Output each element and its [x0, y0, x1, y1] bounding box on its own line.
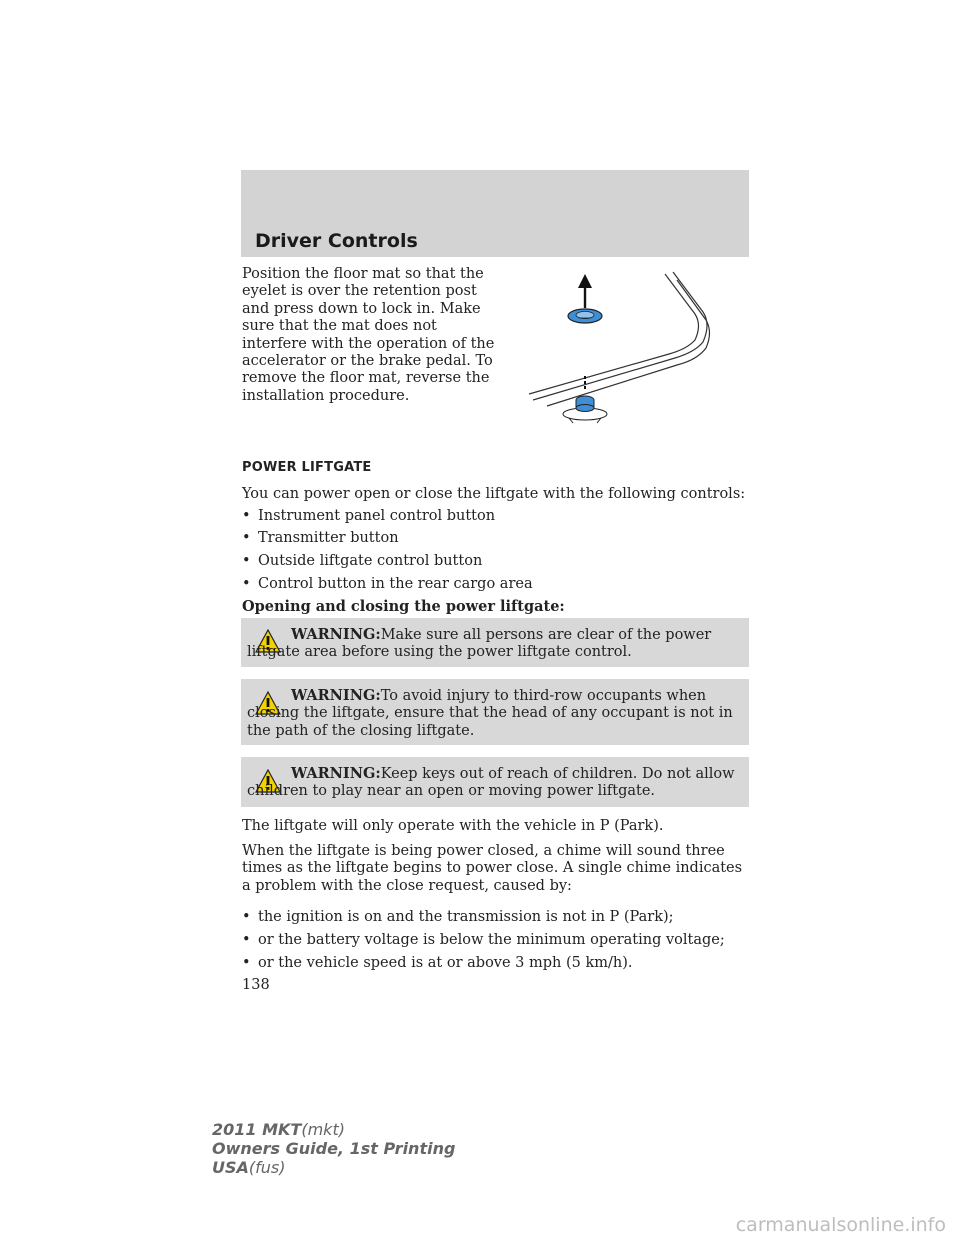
warning-box: WARNING:Make sure all persons are clear of the power liftgate area before using the power liftgate control.: [241, 618, 749, 667]
power-liftgate-heading: POWER LIFTGATE: [242, 460, 372, 475]
chime-note: When the liftgate is being power closed, a chime will sound three times as the liftgate begins to power close. A single chime indicates a problem with the close request, caused by:: [242, 843, 743, 894]
park-note: The liftgate will only operate with the vehicle in P (Park).: [242, 818, 664, 834]
warning-box: WARNING:To avoid injury to third-row occupants when closing the liftgate, ensure that the head of any occupant is not in the path of the closing liftgate.: [241, 679, 749, 745]
watermark: carmanualsonline.info: [735, 1214, 946, 1236]
eyelet-icon: [568, 274, 602, 323]
list-item: • Control button in the rear cargo area: [242, 576, 533, 592]
controls-intro: You can power open or close the liftgate with the following controls:: [242, 486, 746, 502]
list-item: • or the battery voltage is below the minimum operating voltage;: [242, 932, 725, 948]
section-header: [241, 170, 749, 257]
list-item: • or the vehicle speed is at or above 3 mph (5 km/h).: [242, 955, 633, 971]
floor-mat-illustration: [525, 268, 745, 438]
list-item: • Instrument panel control button: [242, 508, 496, 524]
opening-closing-subheading: Opening and closing the power liftgate:: [242, 598, 565, 615]
list-item: • Transmitter button: [242, 530, 399, 546]
section-title-driver-controls: Driver Controls: [255, 230, 418, 252]
list-item: • Outside liftgate control button: [242, 553, 483, 569]
floor-mat-instructions: Position the floor mat so that the eyelet is over the retention post and press down to lock in. Make sure that the mat does not interfere with the operation of the accelerator or the brake pedal. To remove the floor mat, reverse the installation procedure.: [242, 266, 495, 404]
page-number: 138: [242, 977, 270, 993]
list-item: • the ignition is on and the transmission is not in P (Park);: [242, 909, 674, 925]
warning-box: WARNING:Keep keys out of reach of children. Do not allow children to play near an open or moving power liftgate.: [241, 757, 749, 807]
print-footer: 2011 MKT(mkt) Owners Guide, 1st Printing USA(fus): [212, 1120, 456, 1177]
